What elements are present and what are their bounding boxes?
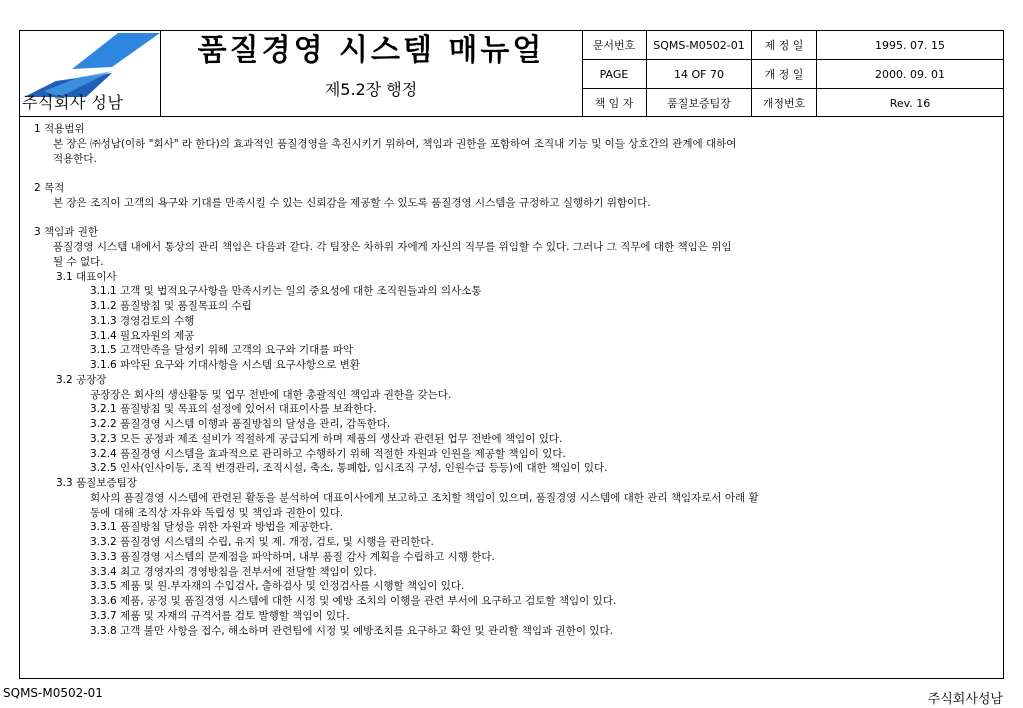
- company-name: 주식회사 성남: [22, 93, 124, 112]
- text-line: 3.1.6 파악된 요구와 기대사항을 시스템 요구사항으로 변환: [90, 359, 360, 371]
- document-header: [20, 31, 1003, 117]
- text-line: 3.2.3 모든 공정과 제조 설비가 적절하게 공급되게 하며 제품의 생산과 관련된 업무 전반에 책임이 있다.: [90, 432, 563, 445]
- text-line: 1 적용범위: [34, 123, 85, 135]
- text-line: 3.1.2 품질방침 및 품질목표의 수립: [90, 300, 252, 312]
- footer-company: 주식회사성남: [927, 692, 1003, 707]
- text-line: 3.1.5 고객만족을 달성키 위해 고객의 요구와 기대를 파악: [90, 344, 354, 357]
- meta-label: PAGE: [582, 60, 647, 89]
- meta-value: 14 OF 70: [647, 60, 752, 89]
- logo-upper-stripe: [72, 33, 160, 69]
- text-line: 3.2.2 품질경영 시스템 이행과 품질방침의 달성을 관리, 감독한다.: [90, 418, 391, 430]
- text-line: 본 장은 ㈜성남(이하 "회사" 라 한다)의 효과적인 품질경영을 촉진시키기 위하여, 책임과 권한을 포함하여 조직내 기능 및 이들 상호간의 관계에 대하여: [53, 137, 737, 150]
- meta-row: [582, 60, 1003, 89]
- meta-label: 책 임 자: [582, 89, 647, 118]
- meta-label: 문서번호: [582, 31, 647, 60]
- text-line: 회사의 품질경영 시스템에 관련된 활동을 분석하여 대표이사에게 보고하고 조치할 책임이 있으며, 품질경영 시스템에 대한 관리 책임자로서 아래 활: [90, 491, 759, 504]
- text-line: 3.3 품질보증팀장: [56, 477, 137, 489]
- text-line: 3.3.1 품질방침 달성을 위한 자원과 방법을 제공한다.: [90, 521, 333, 534]
- text-line: 될 수 없다.: [53, 255, 104, 268]
- title-cell: [160, 31, 583, 116]
- text-line: 3.3.5 제품 및 원.부자재의 수입검사, 출하검사 및 인정검사를 시행할 책임이 있다.: [90, 580, 465, 593]
- meta-value: 1995. 07. 15: [817, 31, 1004, 60]
- text-line: 3.2.5 인사(인사이동, 조직 변경관리, 조직시설, 축소, 통폐합, 임시조직 구성, 인원수급 등등)에 대한 책임이 있다.: [90, 462, 608, 475]
- manual-title: 품질경영 시스템 매뉴얼: [197, 33, 545, 68]
- text-line: 공장장은 회사의 생산활동 및 업무 전반에 대한 총괄적인 책임과 권한을 갖는다.: [90, 388, 452, 401]
- text-line: 3.1.1 고객 및 법적요구사항을 만족시키는 일의 중요성에 대한 조직원들과의 의사소통: [90, 285, 482, 298]
- meta-label: 제 정 일: [752, 31, 817, 60]
- text-line: 3.3.2 품질경영 시스템의 수립, 유지 및 제. 개정, 검토, 및 시행을 관리한다.: [90, 536, 434, 548]
- meta-value: 2000. 09. 01: [817, 60, 1004, 89]
- text-line: 품질경영 시스템 내에서 통상의 관리 책임은 다음과 같다. 각 팀장은 차하위 자에게 자신의 직무를 위임할 수 있다. 그러나 그 직무에 대한 책임은 위임: [53, 241, 732, 253]
- text-line: 3.3.3 품질경영 시스템의 문제점을 파악하며, 내부 품질 감사 계획을 수립하고 시행 한다.: [90, 550, 495, 563]
- text-line: 본 장은 조직이 고객의 욕구와 기대를 만족시킬 수 있는 신뢰감을 제공할 수 있도록 품질경영 시스템을 규정하고 실행하기 위함이다.: [53, 196, 651, 209]
- text-line: 3.2.4 품질경영 시스템을 효과적으로 관리하고 수행하기 위해 적절한 자원과 인원을 제공할 책임이 있다.: [90, 447, 566, 460]
- text-line: 3.3.6 제품, 공정 및 품질경영 시스템에 대한 시정 및 예방 조치의 이행을 관련 부서에 요구하고 검토할 책임이 있다.: [90, 595, 617, 607]
- text-line: 3.2 공장장: [56, 373, 107, 386]
- meta-label: 개정번호: [752, 89, 817, 118]
- text-line: 2 목적: [34, 182, 65, 194]
- meta-value: 품질보증팀장: [647, 89, 752, 118]
- chapter-title: 제5.2장 행정: [324, 80, 418, 99]
- logo-cell: [20, 31, 161, 116]
- text-line: 동에 대해 조직상 자유와 독립성 및 책임과 권한이 있다.: [90, 506, 344, 519]
- meta-value: SQMS-M0502-01: [647, 31, 752, 60]
- text-line: 3.1.3 경영검토의 수행: [90, 314, 195, 327]
- footer-doc-code: SQMS-M0502-01: [3, 686, 103, 700]
- meta-value: Rev. 16: [817, 89, 1004, 118]
- text-line: 3.1.4 필요자원의 제공: [90, 329, 195, 342]
- text-line: 3 책임과 권한: [34, 226, 99, 239]
- text-line: 3.3.7 제품 및 자재의 규격서를 검토 발행할 책임이 있다.: [90, 609, 350, 622]
- document-body: [20, 116, 1003, 678]
- text-line: 3.3.4 최고 경영자의 경영방침을 전부서에 전달할 책임이 있다.: [90, 565, 377, 578]
- document-meta-table: [582, 31, 1003, 117]
- text-line: 적용한다.: [53, 152, 97, 165]
- text-line: 3.3.8 고객 불만 사항을 접수, 해소하며 관련팀에 시정 및 예방조치를 요구하고 확인 및 관리할 책임과 권한이 있다.: [90, 624, 613, 637]
- meta-row: [582, 89, 1003, 118]
- text-line: 3.2.1 품질방침 및 목표의 설정에 있어서 대표이사를 보좌한다.: [90, 403, 377, 416]
- document-frame: [19, 30, 1004, 679]
- meta-row: [582, 31, 1003, 60]
- meta-label: 개 정 일: [752, 60, 817, 89]
- text-line: 3.1 대표이사: [56, 270, 117, 283]
